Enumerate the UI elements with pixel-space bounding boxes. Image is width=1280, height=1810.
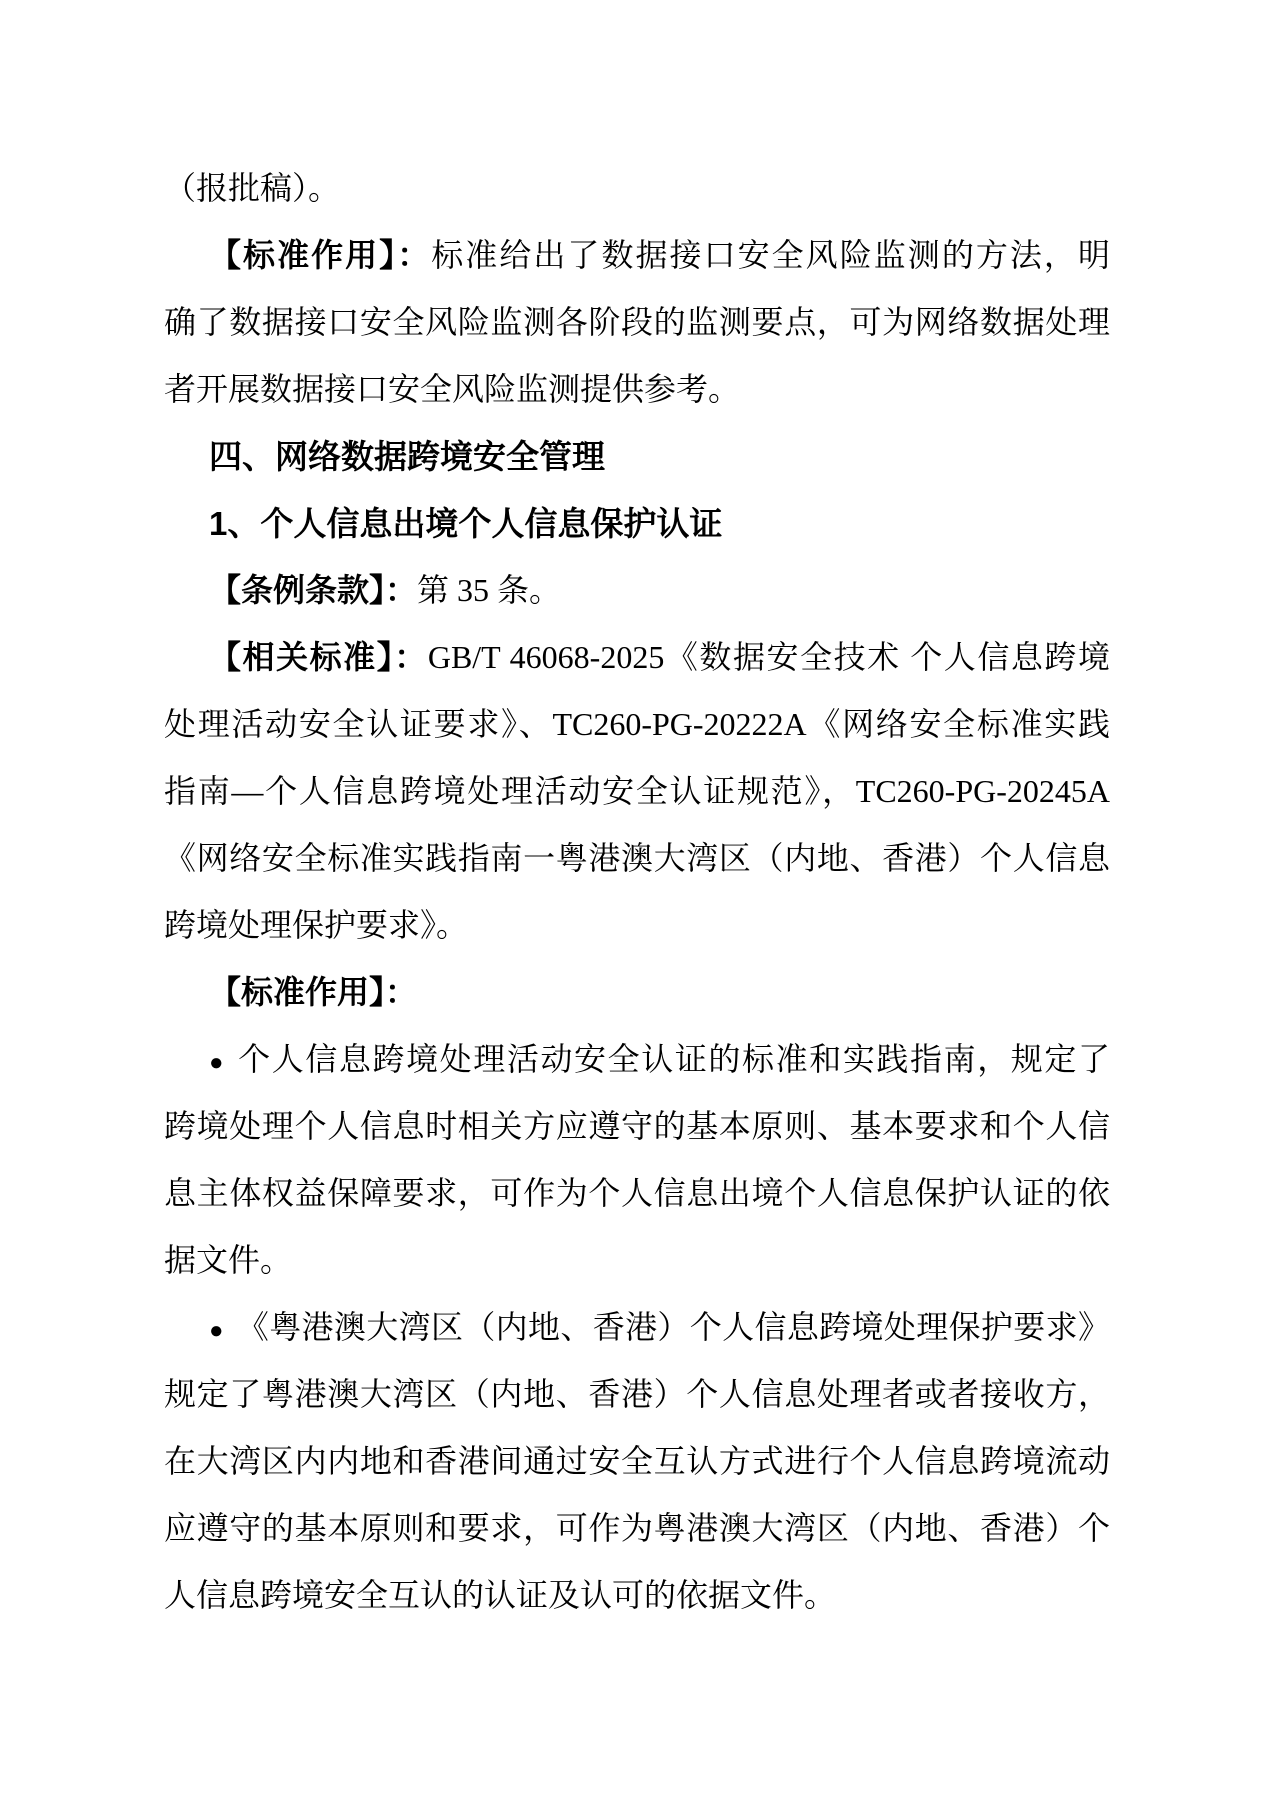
doc-line bbox=[164, 557, 1110, 624]
doc-line bbox=[164, 959, 1110, 1026]
line-text: 在大湾区内内地和香港间通过安全互认方式进行个人信息跨境流动 bbox=[164, 1443, 1110, 1479]
doc-line bbox=[164, 1160, 1110, 1227]
doc-line bbox=[164, 892, 1110, 959]
line-text: 个人信息跨境处理活动安全认证的标准和实践指南，规定了 bbox=[238, 1041, 1110, 1077]
line-text: 规定了粤港澳大湾区（内地、香港）个人信息处理者或者接收方， bbox=[164, 1376, 1110, 1412]
doc-line bbox=[164, 1361, 1110, 1428]
doc-line bbox=[164, 289, 1110, 356]
bullet-line bbox=[164, 1026, 1110, 1093]
line-text: 应遵守的基本原则和要求，可作为粤港澳大湾区（内地、香港）个 bbox=[164, 1510, 1110, 1546]
bullet-icon: ● bbox=[209, 1050, 226, 1076]
line-text: 人信息跨境安全互认的认证及认可的依据文件。 bbox=[164, 1577, 837, 1613]
doc-line bbox=[164, 758, 1110, 825]
line-text: 据文件。 bbox=[164, 1242, 293, 1278]
line-text: 息主体权益保障要求，可作为个人信息出境个人信息保护认证的依 bbox=[164, 1175, 1110, 1211]
bullet-line bbox=[164, 1294, 1110, 1361]
doc-line bbox=[164, 1093, 1110, 1160]
line-label: 【相关标准】： bbox=[209, 639, 428, 675]
doc-line bbox=[164, 825, 1110, 892]
doc-line bbox=[164, 356, 1110, 423]
line-label: 【标准作用】： bbox=[209, 237, 432, 273]
line-text: 跨境处理保护要求》。 bbox=[164, 907, 469, 943]
line-text: 者开展数据接口安全风险监测提供参考。 bbox=[164, 371, 741, 407]
doc-line bbox=[164, 155, 1110, 222]
line-text: 跨境处理个人信息时相关方应遵守的基本原则、基本要求和个人信 bbox=[164, 1108, 1110, 1144]
line-text: 标准给出了数据接口安全风险监测的方法，明 bbox=[431, 237, 1110, 273]
doc-line bbox=[164, 222, 1110, 289]
line-text: 《粤港澳大湾区（内地、香港）个人信息跨境处理保护要求》 bbox=[236, 1309, 1110, 1345]
doc-line bbox=[164, 624, 1110, 691]
line-text: 指南—个人信息跨境处理活动安全认证规范》，TC260-PG-20245A bbox=[164, 773, 1110, 809]
line-text: 第 35 条。 bbox=[417, 572, 562, 608]
line-text: （报批稿）。 bbox=[164, 170, 341, 206]
line-label: 【条例条款】： bbox=[209, 572, 418, 608]
doc-line bbox=[164, 1227, 1110, 1294]
doc-line bbox=[164, 1428, 1110, 1495]
line-text: 《网络安全标准实践指南一粤港澳大湾区（内地、香港）个人信息 bbox=[164, 840, 1110, 876]
subsection-heading bbox=[164, 490, 1110, 557]
document-body bbox=[164, 155, 1110, 1629]
line-label: 【标准作用】： bbox=[209, 974, 418, 1010]
line-text: 处理活动安全认证要求》、TC260-PG-20222A《网络安全标准实践 bbox=[164, 706, 1110, 742]
doc-line bbox=[164, 1495, 1110, 1562]
line-text: GB/T 46068-2025《数据安全技术 个人信息跨境 bbox=[427, 639, 1110, 675]
doc-line bbox=[164, 1562, 1110, 1629]
line-text: 确了数据接口安全风险监测各阶段的监测要点，可为网络数据处理 bbox=[164, 304, 1110, 340]
bullet-icon: ● bbox=[209, 1318, 224, 1344]
heading-text: 1、个人信息出境个人信息保护认证 bbox=[209, 505, 723, 542]
section-heading bbox=[164, 423, 1110, 490]
doc-line bbox=[164, 691, 1110, 758]
heading-text: 四、网络数据跨境安全管理 bbox=[209, 438, 605, 475]
